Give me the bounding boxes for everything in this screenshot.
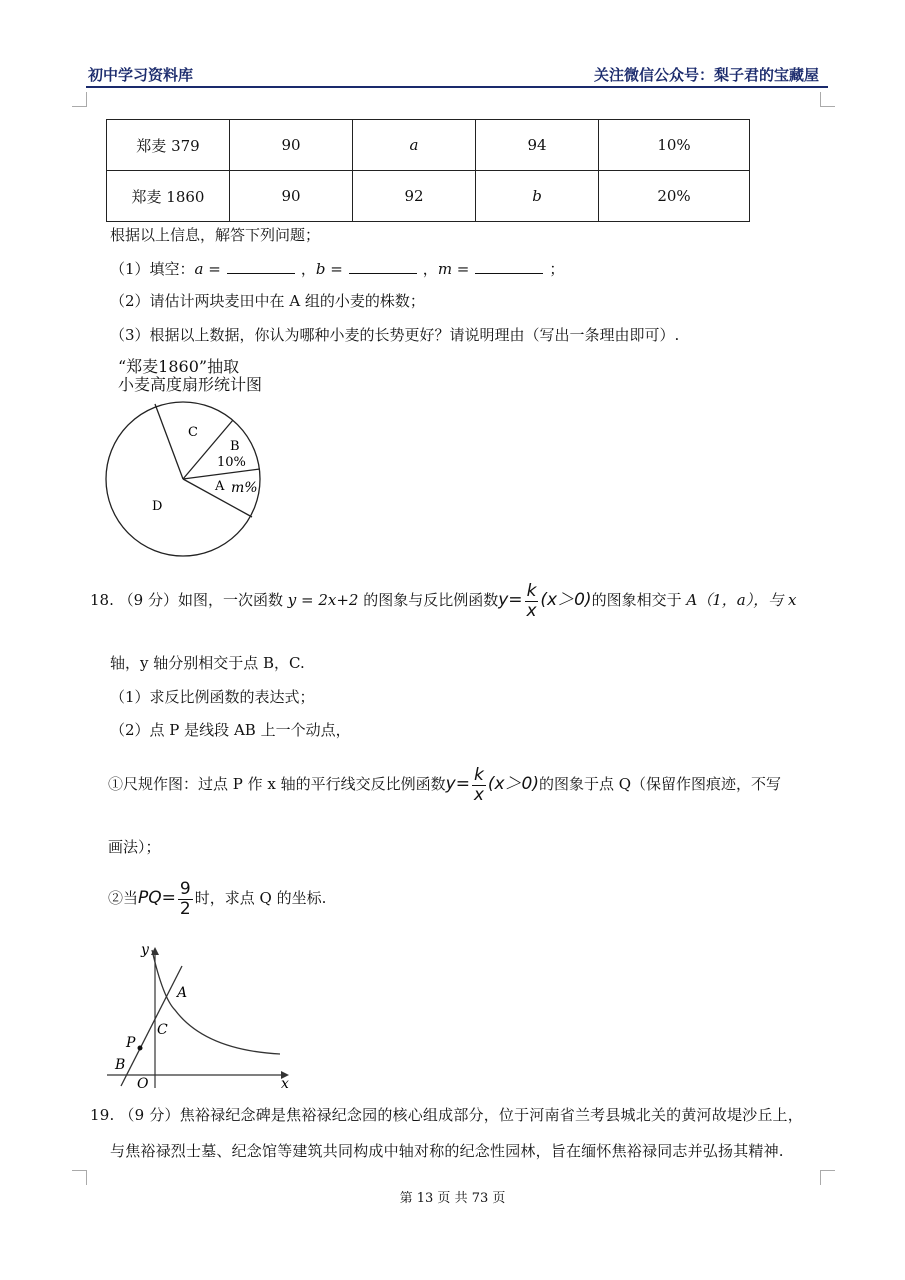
q18-line1: [90, 578, 796, 622]
table-row: [107, 171, 750, 222]
q18-sub2: [108, 876, 326, 920]
label-p: P: [126, 1035, 136, 1051]
pie-label-b: B: [230, 439, 240, 454]
corner-mark: [72, 1170, 87, 1185]
frac-den: x: [526, 600, 537, 621]
header-rule: [86, 86, 828, 88]
q17-part1-prefix: （1）填空：: [110, 260, 195, 278]
table-cell: 郑麦 1860: [107, 171, 230, 222]
pie-divider: [183, 469, 260, 479]
domain: (x＞0): [487, 774, 539, 794]
table-cell: 10%: [599, 120, 750, 171]
pie-chart: [100, 395, 275, 565]
label-a: A: [177, 985, 188, 1001]
terminator: ；: [549, 260, 565, 278]
frac-num: k: [526, 580, 537, 601]
pie-label-c: C: [188, 425, 198, 440]
table-cell: a: [353, 120, 476, 171]
separator: ，: [422, 260, 438, 278]
domain: (x＞0): [540, 590, 592, 610]
func-y: y=: [445, 774, 470, 794]
point-p: [138, 1046, 143, 1051]
table-cell: 20%: [599, 171, 750, 222]
label-x: x: [281, 1076, 289, 1092]
header-left: 初中学习资料库: [88, 66, 194, 84]
q17-part3: （3）根据以上数据，你认为哪种小麦的长势更好？请说明理由（写出一条理由即可）.: [110, 326, 680, 344]
corner-mark: [820, 1170, 835, 1185]
separator: ，: [300, 260, 316, 278]
q18-sub2-pre: ②当: [108, 889, 139, 907]
q18-sub1-line2: 画法）；: [108, 838, 161, 856]
pie-divider: [155, 404, 183, 479]
q18-score: （9 分）如图，一次函数: [118, 591, 283, 609]
function-graph: [105, 938, 305, 1093]
blank-a-label: a =: [194, 260, 221, 278]
pie-title: [118, 358, 262, 394]
q18-sub2-post: 时，求点 Q 的坐标.: [194, 889, 327, 907]
frac-den: x: [473, 784, 484, 805]
q18-number: 18.: [90, 591, 114, 609]
pie-label-b-pct: 10%: [217, 455, 246, 470]
q18-after: 的图象相交于: [591, 591, 682, 609]
q18-sub1-post: 的图象于点 Q（保留作图痕迹，不写: [538, 775, 782, 793]
q17-part2: （2）请估计两块麦田中在 A 组的小麦的株数；: [110, 292, 425, 310]
label-c: C: [157, 1022, 168, 1038]
label-y: y: [141, 942, 149, 958]
linear-function-line: [121, 966, 182, 1086]
q18-linear-func: y = 2x+2: [287, 591, 359, 609]
blank-m-label: m =: [437, 260, 470, 278]
frac-num: 9: [179, 878, 191, 899]
label-o: O: [137, 1076, 149, 1092]
table-cell: 90: [230, 120, 353, 171]
table-cell: 郑麦 379: [107, 120, 230, 171]
data-table: [106, 119, 750, 222]
fraction-k-over-x: [472, 766, 486, 804]
q18-sub1: [108, 762, 781, 806]
fraction-k-over-x: [525, 582, 539, 620]
q18-mid: 的图象与反比例函数: [363, 591, 499, 609]
corner-mark: [820, 92, 835, 107]
q18-sub1-pre: ①尺规作图：过点 P 作 x 轴的平行线交反比例函数: [108, 775, 446, 793]
q19-line1: 19. （9 分）焦裕禄纪念碑是焦裕禄纪念园的核心组成部分，位于河南省兰考县城北关的黄河故堤沙丘上，: [90, 1106, 803, 1124]
q18-part2: （2）点 P 是线段 AB 上一个动点，: [110, 721, 351, 739]
blank-b-label: b =: [315, 260, 343, 278]
func-y: y=: [498, 590, 523, 610]
q17-part1: [110, 258, 564, 279]
label-b: B: [115, 1057, 126, 1073]
table-cell: b: [476, 171, 599, 222]
blank-b[interactable]: [349, 261, 417, 274]
frac-den: 2: [179, 898, 191, 919]
fraction-9-over-2: [178, 880, 193, 918]
pie-label-a-pct: m%: [231, 480, 258, 496]
page-footer: 第 13 页 共 73 页: [399, 1191, 506, 1206]
q19-line2: 与焦裕禄烈士墓、纪念馆等建筑共同构成中轴对称的纪念性园林，旨在缅怀焦裕禄同志并弘扬其精神.: [110, 1142, 784, 1160]
blank-m[interactable]: [475, 261, 543, 274]
q17-intro: 根据以上信息，解答下列问题；: [110, 226, 321, 244]
blank-a[interactable]: [227, 261, 295, 274]
q18-point-a: A（1，a），与 x: [686, 591, 797, 609]
table-cell: 92: [353, 171, 476, 222]
header-right: 关注微信公众号：梨子君的宝藏屋: [593, 66, 819, 84]
pie-title-line2: 小麦高度扇形统计图: [118, 375, 263, 394]
corner-mark: [72, 92, 87, 107]
table-row: [107, 120, 750, 171]
table-cell: 90: [230, 171, 353, 222]
q18-line2: 轴，y 轴分别相交于点 B，C.: [110, 654, 305, 672]
pie-label-d: D: [152, 499, 163, 514]
inverse-function-curve: [152, 950, 280, 1054]
pie-label-a: A: [215, 479, 225, 494]
pie-title-line1: “郑麦1860”抽取: [118, 357, 240, 376]
table-cell: 94: [476, 120, 599, 171]
pq: PQ=: [138, 888, 176, 908]
q18-part1: （1）求反比例函数的表达式；: [110, 688, 315, 706]
frac-num: k: [473, 764, 484, 785]
